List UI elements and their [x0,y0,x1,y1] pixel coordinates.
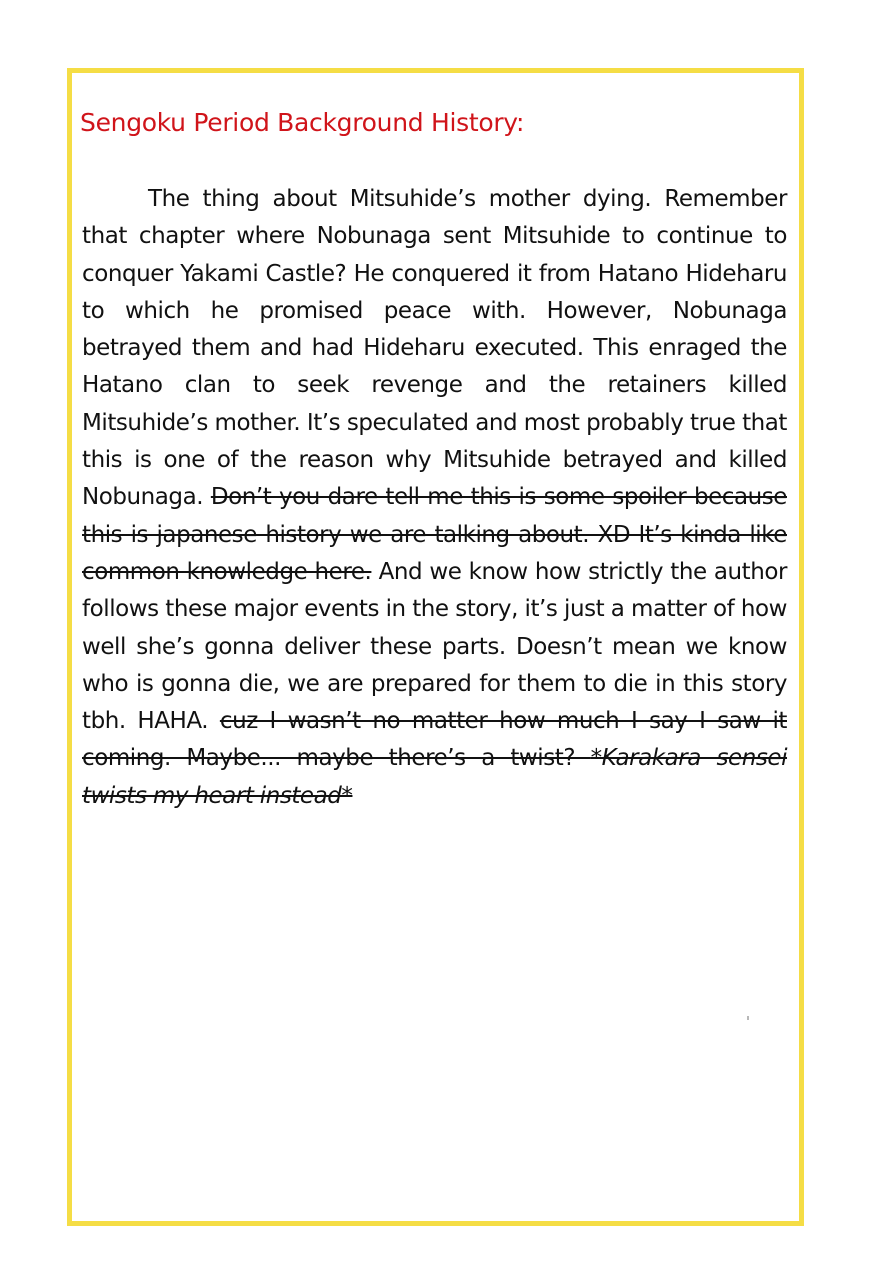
strikethrough-italic-aside: *Karakara sensei twists my heart instead* [82,745,788,809]
paragraph-text: The thing about Mitsuhide’s mother dying. Remember that chapter where Nobunaga sent Mitsuhide to continue to conquer Yakami Castle? He conquered it from Hatano Hideharu to which he promised peace with. However, Nobunaga betrayed them and had Hideharu executed. This enraged the Hatano clan to seek revenge and the retainers killed Mitsuhide’s mother. It’s speculated and most probably true that this is one of the reason why Mitsuhide betrayed and killed Nobunaga. [82,186,787,511]
body-paragraph [82,181,787,815]
scan-speck [747,1016,749,1020]
paragraph-text: And we know how strictly the author follows these major events in the story, it’s just a matter of how well she’s gonna deliver these parts. Doesn’t mean we know who is gonna die, we are prepared for them to die in this story tbh. HAHA. [82,558,787,735]
strikethrough-aside: cuz I wasn’t no matter how much I say I saw it coming. Maybe... maybe there’s a twist? [82,708,787,772]
section-heading: Sengoku Period Background History: [80,108,525,137]
strikethrough-aside: Don’t you dare tell me this is some spoiler because this is japanese history we are talking about. XD It’s kinda like common knowledge here. [82,484,787,585]
